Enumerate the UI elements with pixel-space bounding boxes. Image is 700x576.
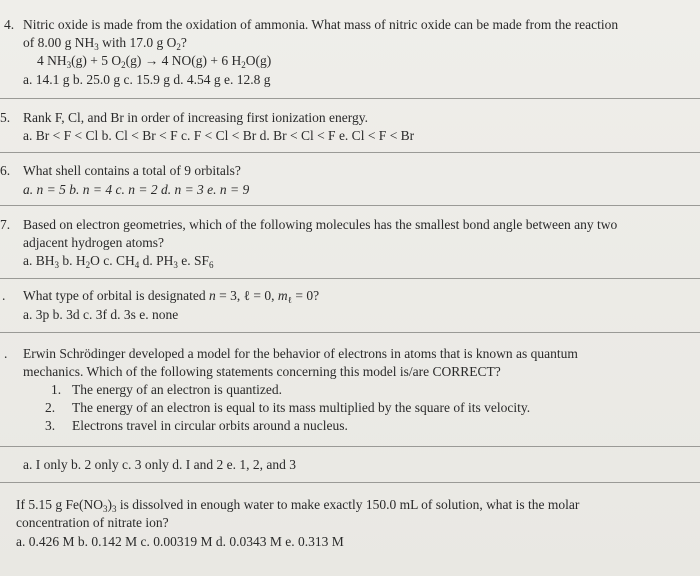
question-text: Based on electron geometries, which of the following molecules has the smallest bond angle between any two: [23, 217, 618, 232]
question-text-line2: of 8.00 g $NH_3$ with 17.0 g $O_2$?: [23, 35, 187, 52]
answer-choices: a. $BH_3$ b. $H_2O$ c. $CH_4$ d. $PH_3$ e. $SF_6$: [23, 253, 214, 270]
answer-choices: a. 14.1 g b. 25.0 g c. 15.9 g d. 4.54 g e. 12.8 g: [23, 72, 271, 87]
statement-number: 3.: [45, 418, 56, 433]
statement-text: The energy of an electron is equal to its mass multiplied by the square of its velocity.: [72, 400, 531, 415]
statement-number: 1.: [51, 382, 62, 397]
question-number: .: [4, 346, 8, 361]
divider: [0, 98, 700, 99]
divider: [0, 446, 700, 447]
question-text: Rank F, Cl, and Br in order of increasing first ionization energy.: [23, 110, 368, 125]
answer-choices: a. 3p b. 3d c. 3f d. 3s e. none: [23, 307, 179, 322]
question-number: 4.: [4, 17, 15, 32]
statement-text: Electrons travel in circular orbits around a nucleus.: [72, 418, 348, 433]
question-text: Erwin Schrödinger developed a model for the behavior of electrons in atoms that is known as quantum: [23, 346, 578, 361]
divider: [0, 152, 700, 153]
question-text: What shell contains a total of 9 orbitals?: [23, 163, 241, 178]
answer-choices: a. n = 5 b. n = 4 c. n = 2 d. n = 3 e. n = 9: [23, 182, 250, 197]
divider: [0, 332, 700, 333]
statement-number: 2.: [45, 400, 56, 415]
answer-choices: a. I only b. 2 only c. 3 only d. I and 2 e. 1, 2, and 3: [23, 457, 296, 472]
question-number: 7.: [0, 217, 11, 232]
statement-text: The energy of an electron is quantized.: [72, 382, 283, 397]
question-text-line2: mechanics. Which of the following statements concerning this model is/are CORRECT?: [23, 364, 501, 379]
question-text-line2: adjacent hydrogen atoms?: [23, 235, 164, 250]
question-text: Nitric oxide is made from the oxidation of ammonia. What mass of nitric oxide can be made from the reaction: [23, 17, 619, 32]
question-number: 5.: [0, 110, 11, 125]
question-text: If 5.15 g $Fe(NO_3)_3$ is dissolved in enough water to make exactly 150.0 mL of solution, what is the molar: [16, 497, 580, 514]
divider: [0, 482, 700, 483]
divider: [0, 278, 700, 279]
divider: [0, 205, 700, 206]
reaction-equation: 4 $NH_3(g) + 5$ $O_2(g) \to 4$ NO(g) + 6 $H_2O(g)$: [37, 53, 272, 70]
question-text-line2: concentration of nitrate ion?: [16, 515, 169, 530]
question-number: 6.: [0, 163, 11, 178]
question-text: What type of orbital is designated n = 3, ℓ = 0, $m_\ell = 0$?: [23, 288, 320, 305]
answer-choices: a. 0.426 M b. 0.142 M c. 0.00319 M d. 0.0343 M e. 0.313 M: [16, 534, 344, 549]
answer-choices: a. Br < F < Cl b. Cl < Br < F c. F < Cl < Br d. Br < Cl < F e. Cl < F < Br: [23, 128, 415, 143]
question-number: .: [2, 288, 6, 303]
